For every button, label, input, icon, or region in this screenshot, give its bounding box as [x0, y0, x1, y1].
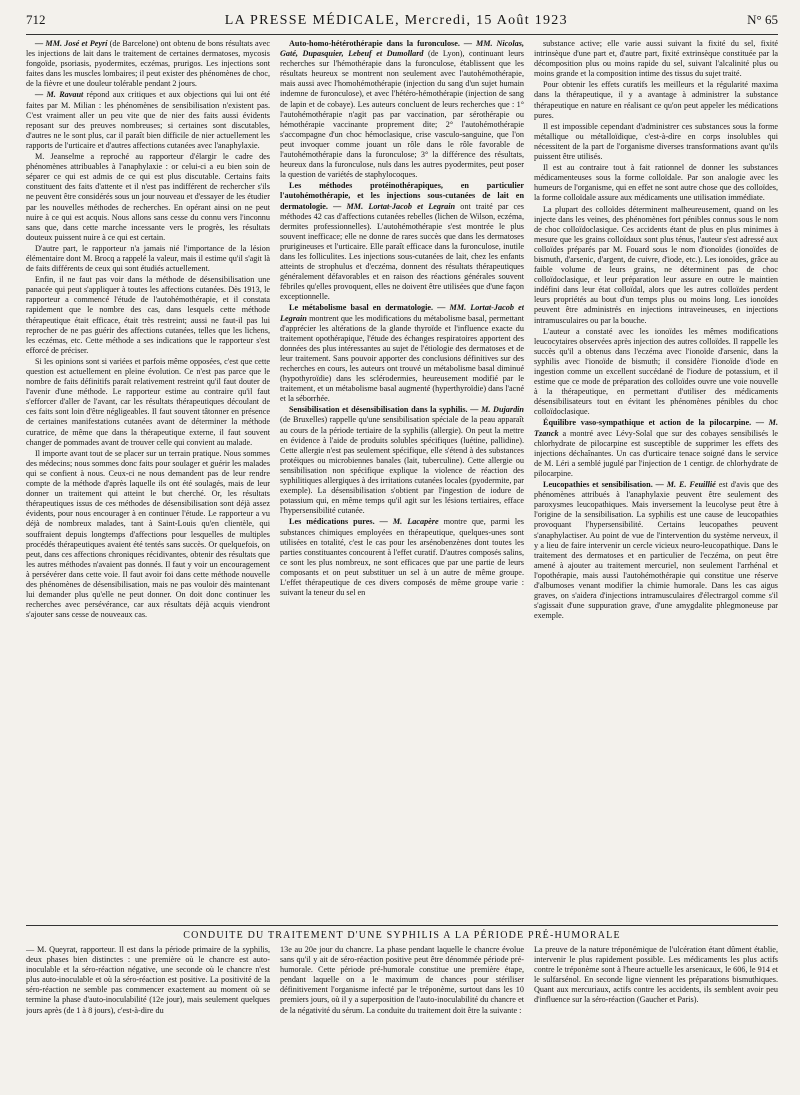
column-3 [534, 39, 778, 919]
paragraph [280, 405, 524, 516]
paragraph [534, 418, 778, 479]
section-divider [26, 925, 778, 926]
paragraph-text: L'auteur a constaté avec les ionoïdes les mêmes modifications leucocytaires observées après injection des autres colloïdes. Il rappelle les succès qu'il a obtenus dans l'eczéma avec l'ionoïde d'arsenic, dans la syphilis avec l'ionoïde de bismuth; il considère l'ionoïde d'iode en ingestion comme un excellent succédané de l'iodure de potassium, et il estime que ce mode de préparation des colloïdes ouvre une voie nouvelle à la thérapeutique, en permettant d'utiliser des médicaments désensibilisateurs tout en évitant les phénomènes pénibles du choc colloïdoclasique. [534, 326, 778, 417]
paragraph-text: Pour obtenir les effets curatifs les meilleurs et la régularité maxima dans la thérapeutique, il y a avantage à administrer la substance thérapeutique en nature en réalisant ce qu'on peut appeler les médications pures. [534, 80, 778, 120]
author-name: — M. Tzanck [534, 418, 778, 438]
paragraph [534, 205, 778, 326]
section-heading: Leucopathies et sensibilisation. [543, 480, 653, 490]
paragraph [534, 480, 778, 621]
conduite-column-3 [534, 945, 778, 1095]
page-header [26, 12, 778, 35]
paragraph-text: ont traité par ces méthodes 42 cas d'affections cutanées rebelles (lichen de Wilson, eczéma, dermites professionnelles). L'autohémothérapie s'est montrée le plus souvent inefficace; elle ne donne de rares succès que dans les dermatoses prurigineuses et l'urticaire. Elle paraît efficace dans la furonculose, inutile dans les folliculites. Les injections sous-cutanées de lait, chez les enfants atteints de strophulus et d'eczéma, donnent des résultats thérapeutiques généralement défavorables et en raison des réactions générales souvent fébriles qu'elles provoquent, elles ne doivent être utilisées que d'une façon exceptionnelle. [280, 201, 524, 302]
author-name: — M. Ravaut [35, 90, 84, 100]
paragraph-text: Il est impossible cependant d'administrer ces substances sous la forme métallique ou métalloïdique, c'est-à-dire en corps insolubles qui nécessitent de la part de l'organisme diverses transformations avant qu'ils puissent être utilisés. [534, 121, 778, 162]
conduite-columns [26, 945, 778, 1095]
author-name: — MM. Nicolas, Gaté, Dupasquier, Lebeuf et Dumollard [280, 39, 524, 59]
author-name: — MM. José et Peyrí [35, 39, 108, 48]
section-heading: Équilibre vaso-sympathique et action de la pilocarpine. [543, 418, 752, 428]
paragraph [26, 39, 270, 89]
author-name: — M. Dujardin [467, 405, 524, 415]
paragraph-text: D'autre part, le rapporteur n'a jamais nié l'importance de la lésion élémentaire dont M. Brocq a rappelé la valeur, mais il estime qu'il s'agit là de faits différents de ceux qui sont étudiés actuellement. [26, 243, 270, 274]
paragraph [26, 244, 270, 274]
section-heading: Sensibilisation et désensibilisation dans la syphilis. [289, 405, 468, 415]
column-2 [280, 39, 524, 919]
paragraph [280, 517, 524, 598]
section-heading: Auto-homo-hétérothérapie dans la furonculose. [289, 39, 460, 48]
main-columns [26, 39, 778, 919]
paragraph-text: est d'avis que des phénomènes attribués à l'anaphylaxie peuvent être seulement des paroxysmes leucopathiques. Mais inversement la leucolyse peut être à l'origine de la sensibilisation. La syphilis est une cause de leucopathies provoquant l'hypersensibilité. Certains leucopathes peuvent s'anaphylactiser. Au point de vue de l'intervention du système nerveux, il y a lieu de faire intervenir un cercle vicieux neuro-leucopathique. Dans le traitement des dermatoses et en particulier de l'eczéma, on peut être amené à ajouter au traitement mercuriel, non seulement l'arrhénal et l'opothérapie, mais aussi l'autohémothérapie qui constitue une réserve d'albumoses venant modifier la chimie humorale. Dans les cas aigus graves, on s'aidera d'injections intramusculaires d'électrargol comme s'il s'agissait d'une suppuration grave, d'une amygdalite phlegmoneuse par exemple. [534, 480, 778, 621]
paragraph-text: (de Barcelone) ont obtenu de bons résultats avec les injections de lait dans le traitement de certaines dermatoses, mycosis fongoïde, psoriasis, pyodermites, eczémas, prurigos. Les injections sont faites dans les muscles lombaires; il peut exister des phénomènes de choc, de la fièvre et une douleur tolérable pendant 2 jours. [26, 39, 270, 89]
paragraph [280, 303, 524, 404]
author-name: — MM. Lortat-Jacob et Legrain [327, 201, 456, 211]
journal-title: LA PRESSE MÉDICALE, Mercredi, 15 Août 1923 [224, 13, 568, 28]
paragraph-text: La plupart des colloïdes déterminent malheureusement, quand on les injecte dans les veines, des phénomènes fort pénibles connus sous le nom de choc colloïdoclasique. Ces accidents étant de plus en plus minimes à mesure que les grains colloïdaux sont plus ténus, l'auteur s'est adressé aux colloïdes préparés par M. Fouard sous le nom d'ionoïdes (ionoïdes de bismuth, d'arsenic, d'argent, de cuivre, d'iode, etc.). Les ionoïdes, grâce au faible volume de leurs grains, ne déterminent pas de choc colloïdoclasique, et leur préparation leur assure en outre le maintien indéfini dans leur état colloïdal, alors que les autres colloïdes perdent leurs propriétés au bout d'un temps plus ou moins long. Les ionoïdes peuvent être administrés en injections intraveineuses, en injections intramusculaires ou par la bouche. [534, 204, 778, 325]
paragraph [534, 327, 778, 418]
paragraph [26, 275, 270, 356]
paragraph-text: substance active; elle varie aussi suivant la fixité du sel, fixité intrinsèque d'une part et, d'autre part, fixité extrinsèque constituée par la décomposition plus ou moins rapide du sel, suivant l'alcalinité plus ou moins grande et la composition intime des tissus du sujet traité. [534, 39, 778, 79]
paragraph [534, 122, 778, 162]
author-name: — MM. Lortat-Jacob et Legrain [280, 303, 524, 323]
paragraph [280, 181, 524, 302]
conduite-column-2 [280, 945, 524, 1095]
section-heading: Les méthodes protéinothérapiques, en particulier l'autohémothérapie, et les injections sous-cutanées de lait en dermatologie. [280, 181, 524, 211]
section-title: CONDUITE DU TRAITEMENT D'UNE SYPHILIS A LA PÉRIODE PRÉ-HUMORALE [183, 930, 621, 941]
paragraph-text: Il importe avant tout de se placer sur un terrain pratique. Nous sommes des médecins; nous sommes donc faits pour soulager et guérir les malades qui se confient à nous. Ceux-ci ne nous demandent pas de leur rendre compte de la méthode d'après laquelle ils ont été soulagés, mais de leur donner un traitement qui atteint le but cherché. Or, les résultats thérapeutiques issus de ces méthodes de désensibilisation sont déjà assez évidents, pour nous encourager à en continuer l'étude. Le rapporteur a vu déjà de nombreux malades, tant à Saint-Louis qu'en clientèle, qui souffraient depuis longtemps d'affections pour lesquelles de multiples procédés thérapeutiques avaient été tentés sans succès. Or quelquefois, on peut, dans ces affections chroniques récidivantes, obtenir des résultats que les autres méthodes n'avaient pas donnés. Il faut y voir un encouragement à persévérer dans cette voie. Il faut avoir foi dans cette méthode nouvelle des phénomènes de désensibilisation, mais ne pas vouloir dès maintenant lui demander plus qu'elle ne peut donner. On doit donc continuer les recherches avec persévérance, car aux résultats déjà acquis viendront s'ajouter sans cesse de nouveaux cas. [26, 448, 270, 620]
paragraph [534, 39, 778, 79]
paragraph: 13e au 20e jour du chancre. La phase pendant laquelle le chancre évolue sans qu'il y ait de séro-réaction positive peut être dénommée période pré-humorale. Cette période pré-humorale constitue une première étape, pendant laquelle on a le maximum de chances pour stériliser définitivement l'organisme infecté par le tréponème, surtout dans les 10 premiers jours, où il y a superposition de l'auto-inoculabilité du chancre et de la négativité du sérum. La conduite du traitement doit être la suivante : [280, 945, 524, 1015]
paragraph-text: Enfin, il ne faut pas voir dans la méthode de désensibilisation une panacée qui peut s'appliquer à toutes les affections cutanées. Dès 1913, le rapporteur a commencé l'étude de l'autohémothérapie, et il constata rapidement que le nombre des cas, dans lesquels cette méthode thérapeutique était efficace, était très restreint; aussi ne faut-il pas lui reprocher de ne pas guérir des affections cutanées, telles que les lichens, les eczémas, etc. Cette méthode a ses indications que le rapporteur s'est efforcé de préciser. [26, 275, 270, 355]
paragraph [534, 163, 778, 203]
paragraph [26, 449, 270, 621]
paragraph-text: montrent que les modifications du métabolisme basal, permettant d'apprécier les altérations de la glande thyroïde et l'influence exacte du traitement opothérapique, l'étude des échanges respiratoires apportent des données des plus intéressantes au sujet de l'étiologie des dermatoses et de leur traitement. Sans pouvoir apporter des conclusions définitives sur des recherches en cours, les auteurs ont trouvé un métabolisme basal diminué (hypothyroïdie) dans les sclérodermies, heureusement modifié par le traitement, et un métabolisme basal augmenté (hyperthyroïdie) dans l'acné et la séborrhée. [280, 313, 524, 404]
paragraph [26, 152, 270, 243]
author-name: — M. Lacapère [374, 517, 439, 527]
paragraph-text: Il est au contraire tout à fait rationnel de donner les substances médicamenteuses sous la forme colloïdale. Par son analogie avec les humeurs de l'organisme, qui en effet ne sont autre chose que des colloïdes, la forme colloïdale assure aux médicaments une utilisation immédiate. [534, 163, 778, 203]
paragraph: La preuve de la nature tréponémique de l'ulcération étant dûment établie, intervenir le plus rapidement possible. Les médicaments les plus actifs contre le tréponème sont à l'heure actuelle les arsenicaux, le 606, le 914 et le sulfarsénol. En seconde ligne viennent les préparations bismuthiques. Quant aux mercuriaux, actifs contre les accidents, ils semblent avoir peu d'influence sur la séro-réaction (Gaucher et Paris). [534, 945, 778, 1005]
paragraph-text: Si les opinions sont si variées et parfois même opposées, c'est que cette question est actuellement en pleine évolution. Ce n'est pas parce que le nombre de faits définitifs paraît relativement restreint qu'il faut douter de l'avenir d'une méthode. Le rapporteur estime au contraire qu'il faut s'efforcer d'aller de l'avant, car les résultats thérapeutiques découlant de ces faits sont loin d'être négligeables. Il faut souvent tâtonner en présence de certaines manifestations cutanées avant de déterminer la méthode curatrice, de même que dans la thérapeutique externe, il faut souvent changer de pommades avant de trouver celle qui convient au malade. [26, 356, 270, 447]
paragraph [26, 357, 270, 448]
column-1 [26, 39, 270, 919]
paragraph-text: répond aux critiques et aux objections qui lui ont été faites par M. Milian : les phénomènes de sensibilisation n'existent pas. C'est vraiment aller un peu vite que de nier des faits aussi évidents reposant sur des preuves nombreuses; si certaines sont discutables, d'autres ne le sont plus, car il paraît bien difficile de nier actuellement les rapports de l'urticaire et d'autres affections cutanées avec l'anaphylaxie. [26, 90, 270, 150]
paragraph-text: M. Jeanselme a reproché au rapporteur d'élargir le cadre des phénomènes attribuables à l'anaphylaxie : or celui-ci a eu bien soin de séparer ce qui est admis de ce qui est plus discutable. Certains faits constituent des faits d'attente et il n'est pas indifférent de rechercher s'ils ne peuvent être considérés sous un jour nouveau et d'essayer de les étudier par les nouvelles méthodes de recherches. En opérant ainsi on ne peut nuire à ce qui est acquis. Nous allons sans cesse du connu vers l'inconnu sans que, dans cette marche incessante vers le progrès, les résultats douteux puissent nuire à ce qui est certain. [26, 152, 270, 242]
section-heading: Le métabolisme basal en dermatologie. [289, 303, 434, 313]
page-number: 712 [26, 12, 46, 27]
paragraph [280, 39, 524, 180]
paragraph-text: (de Bruxelles) rappelle qu'une sensibilisation spéciale de la peau apparaît au cours de la période tertiaire de la syphilis (allergie). On peut la mettre en évidence à l'aide de produits solubles spécifiques (luétine, pallidine). Cette allergie n'est pas seulement spécifique, elle s'étend à des substances protéiques ou microbiennes banales (lait, tuberculine). Cette allergie ou sensibilisation non spécifique explique la violence de réaction des syphilitiques allergiques à des irritations cutanées locales (pyodermite, par exemple). La désensibilisation s'obtient par l'ingestion de iodure de potassium qui, en même temps qu'il agit sur les lésions tertiaires, efface l'hypersensibilité cutanée. [280, 415, 524, 516]
paragraph-text: a montré avec Lévy-Solal que sur des cobayes sensibilisés le chlorhydrate de pilocarpine est susceptible de supprimer les effets des injections déchaînantes. Un cas d'urticaire tenace soigné dans le service de M. Léri a semblé jugulé par l'injection de 1 centigr. de chlorhydrate de pilocarpine. [534, 428, 778, 478]
paragraph-text: (de Lyon), continuant leurs recherches sur l'hémothérapie dans la furonculose, établissent que les résultats heureux se montrent non seulement avec l'autohémothérapie, mais aussi avec l'homohémothérapie (injection du sang d'un sujet humain indemne de furonculose), et avec l'hétéro-hémothérapie (injection de sang de lapin et de cobaye). Les auteurs concluent de leurs recherches que : 1° l'autohémothérapie n'agit pas par vaccination, par sérothérapie ou hémothérapie vaccinante proprement dite; 2° l'autohémothérapie s'accompagne d'un choc hémoclasique, crise vasculo-sanguine, que l'on peut invoquer comme jouant un rôle dans le rôle favorable de l'autohémothérapie dans la furonculose; 3° la différence des résultats, heureux dans la furonculose, nuls dans les autres pyodermites, peut poser la question de variétés de staphylocoques. [280, 49, 524, 180]
paragraph [26, 90, 270, 151]
paragraph-text: montre que, parmi les substances chimiques employées en thérapeutique, quelques-unes sont utilisées en totalité, c'est le cas pour les arsénobenzènes dont toutes les parties constituantes concourent à l'effet curatif. D'autres composés salins, ce sont les plus nombreux, ne sont efficaces que par une partie de leurs composants et on peut substituer un sel à un autre de même groupe. L'effet thérapeutique de ces divers composés de même groupe varie : suivant la teneur du sel en [280, 517, 524, 598]
author-name: — M. E. Feuillié [652, 480, 716, 490]
section-heading: Les médications pures. [289, 517, 375, 527]
issue-number: N° 65 [747, 12, 778, 27]
paragraph: — M. Queyrat, rapporteur. Il est dans la période primaire de la syphilis, deux phases bien distinctes : une première où le chancre est auto-inoculable et la séro-réaction négative, une seconde où le chancre n'est plus auto-inoculable et où la séro-réaction est positive. La positivité de la séro-réaction ne semble pas commencer exactement au moment où se termine la phase d'auto-inoculabilité (12e jour), mais seulement quelques jours après (de 1 à 8 jours), c'est-à-dire du [26, 945, 270, 1015]
paragraph [534, 80, 778, 120]
conduite-column-1 [26, 945, 270, 1095]
